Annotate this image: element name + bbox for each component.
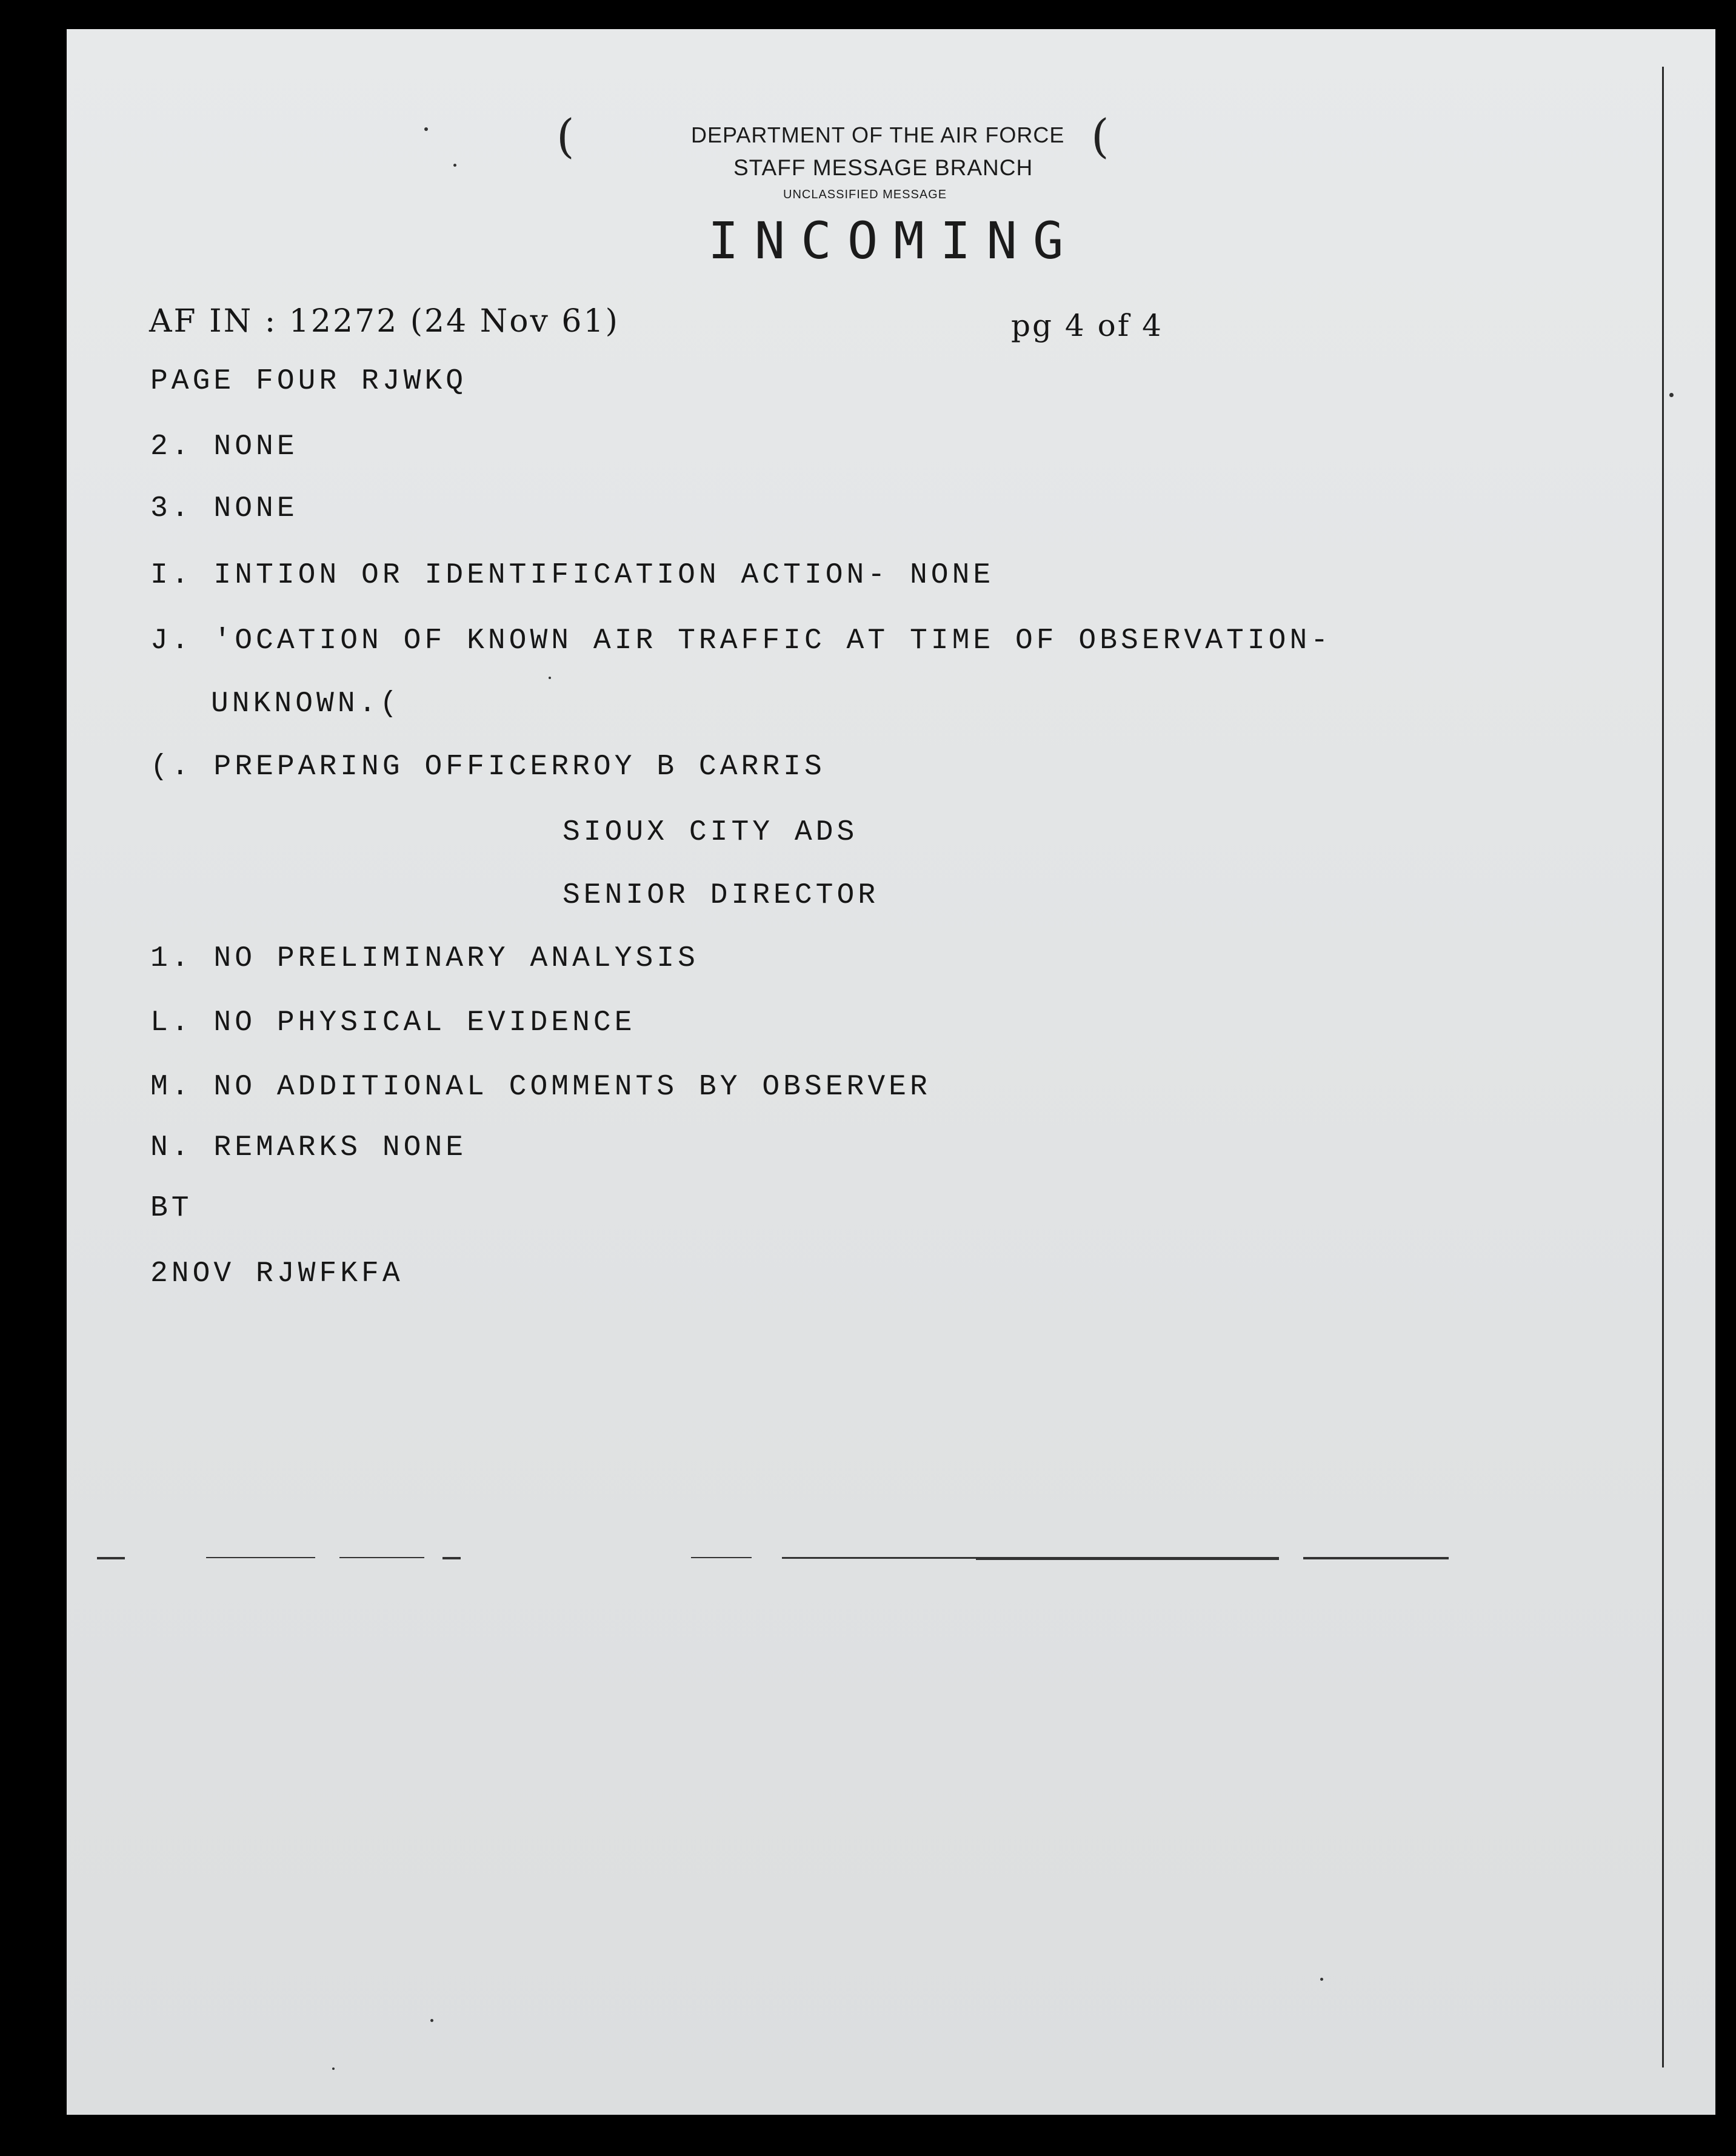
message-line: M. NO ADDITIONAL COMMENTS BY OBSERVER bbox=[150, 1071, 931, 1103]
fold-dash bbox=[976, 1557, 1279, 1560]
speck bbox=[424, 127, 428, 131]
fold-dash bbox=[206, 1557, 315, 1558]
branch-heading: STAFF MESSAGE BRANCH bbox=[733, 155, 1033, 180]
left-bracket-mark: ( bbox=[556, 109, 575, 163]
message-line: UNKNOWN.( bbox=[211, 688, 401, 720]
message-line: BT bbox=[150, 1192, 193, 1225]
message-line: 1. NO PRELIMINARY ANALYSIS bbox=[150, 942, 699, 975]
speck bbox=[1669, 393, 1674, 397]
fold-dash bbox=[97, 1557, 125, 1559]
fold-dash bbox=[1303, 1557, 1449, 1559]
message-line: SENIOR DIRECTOR bbox=[563, 879, 880, 912]
message-line: I. INTION OR IDENTIFICATION ACTION- NONE bbox=[150, 559, 995, 592]
right-bracket-mark: ( bbox=[1091, 109, 1109, 163]
classification-label: UNCLASSIFIED MESSAGE bbox=[783, 188, 947, 201]
message-reference: AF IN : 12272 (24 Nov 61) bbox=[149, 303, 619, 340]
fold-dash bbox=[782, 1557, 976, 1559]
message-line: 3. NONE bbox=[150, 492, 298, 525]
fold-dash bbox=[442, 1557, 461, 1559]
message-line: 2NOV RJWFKFA bbox=[150, 1257, 404, 1290]
page-edge-line bbox=[1662, 67, 1664, 2067]
message-line: SIOUX CITY ADS bbox=[563, 816, 858, 849]
speck bbox=[549, 677, 551, 679]
message-line: L. NO PHYSICAL EVIDENCE bbox=[150, 1006, 636, 1039]
speck bbox=[430, 2019, 433, 2022]
message-line: J. 'OCATION OF KNOWN AIR TRAFFIC AT TIME OF OBSERVATION- bbox=[150, 624, 1332, 657]
message-line: PAGE FOUR RJWKQ bbox=[150, 365, 467, 398]
message-line: 2. NONE bbox=[150, 430, 298, 463]
fold-dash bbox=[691, 1557, 752, 1558]
message-line: (. PREPARING OFFICERROY B CARRIS bbox=[150, 751, 826, 783]
fold-dash bbox=[339, 1557, 424, 1558]
speck bbox=[453, 164, 456, 167]
speck bbox=[1320, 1978, 1323, 1981]
department-heading: DEPARTMENT OF THE AIR FORCE bbox=[691, 122, 1065, 147]
incoming-title: INCOMING bbox=[708, 211, 1080, 270]
speck bbox=[332, 2067, 335, 2070]
page-indicator: pg 4 of 4 bbox=[1011, 308, 1163, 343]
message-line: N. REMARKS NONE bbox=[150, 1131, 467, 1164]
